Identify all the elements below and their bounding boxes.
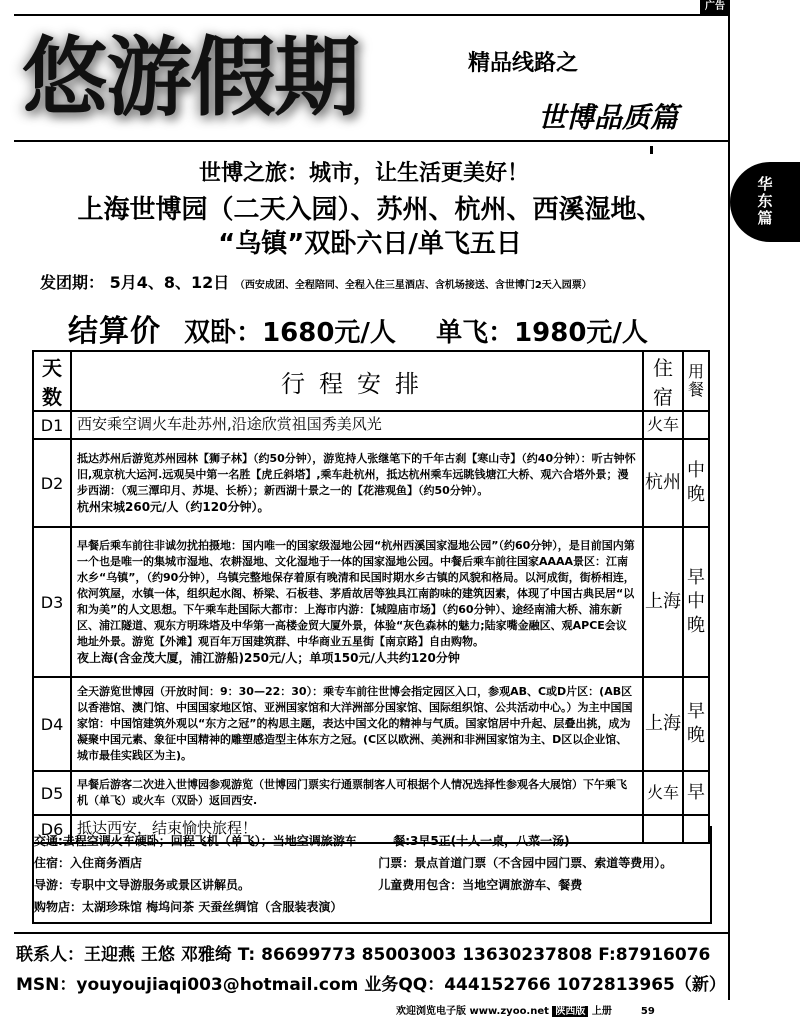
departure-note: （西安成团、全程陪同、全程入住三星酒店、含机场接送、含世博门2天入园票） <box>234 280 592 291</box>
itinerary-table <box>32 350 710 844</box>
slogan: 世博之旅：城市，让生活更美好！ <box>198 161 529 186</box>
header-meal: 用餐 <box>683 351 709 411</box>
info-shops-line <box>34 898 734 915</box>
table-row <box>33 527 709 677</box>
table-row <box>33 677 709 771</box>
info-guide: 导游：专职中文导游服务或景区讲解员。 <box>34 878 251 892</box>
series-subtitle: 世博品质篇 <box>538 101 679 134</box>
contact-line-2: MSN：youyoujiaqi003@hotmail.com 业务QQ：444152766 1072813965（新） <box>16 975 726 995</box>
table-row <box>33 771 709 815</box>
header-day: 天数 <box>33 351 71 411</box>
row-stay: 上海 <box>643 677 683 771</box>
departure-value: 5月4、8、12日 <box>109 273 230 292</box>
row-stay: 上海 <box>643 527 683 677</box>
series-title: 精品线路之 <box>468 51 579 76</box>
row-extra: 夜上海(含金茂大厦，浦江游船)250元/人；单项150元/人共约120分钟 <box>77 651 460 665</box>
region-tab-label: 华东篇 <box>757 175 773 227</box>
row-stay: 火车 <box>643 411 683 439</box>
row-meal: 中晚 <box>683 439 709 527</box>
row-desc <box>71 771 643 815</box>
row-desc <box>71 411 643 439</box>
row-desc-text: 早餐后乘车前往非诚勿扰拍摄地：国内唯一的国家级湿地公园“杭州西溪国家湿地公园”（约60分钟），是目前国内第一个也是唯一的集城市湿地、农耕湿地、文化湿地于一体的国家湿地公园。中餐后乘车前往国家AAAA景区：江南水乡“乌镇”，（约90分钟），乌镇完整地保存着原有晚清和民国时期水乡古镇的风貌和格局。以河成街，街桥相连，依河筑屋，水镇一体，组织起水阁、桥梁、石板巷、茅盾故居等独具江南韵味的建筑因素，体现了中国古典民居“以和为美”的人文思想。下午乘车赴国际大都市：上海市内游：【城隍庙市场】（约60分钟）、途经南浦大桥、浦东新区、浦江隧道、观东方明珠塔及中华第一高楼金贸大厦外景，体验“灰色森林的魅力;陆家嘴金融区、观APCE会议地址外景。游览【外滩】观百年万国建筑群、中华商业五星街【南京路】自由购物。 <box>77 539 635 648</box>
row-desc <box>71 677 643 771</box>
info-tickets: 门票：景点首道门票（不含园中园门票、索道等费用）。 <box>378 856 673 870</box>
info-lodging: 住宿：入住商务酒店 <box>34 856 143 870</box>
contact-line-1: 联系人：王迎燕 王悠 邓雅绮 T: 86699773 85003003 13630237808 F:87916076 <box>16 945 711 965</box>
top-rule <box>14 14 728 16</box>
header-rule <box>14 140 728 142</box>
info-shops: 购物店：太湖珍珠馆 梅坞问茶 天蚕丝绸馆（含服装表演） <box>34 900 343 914</box>
info-children: 儿童费用包含：当地空调旅游车、餐费 <box>378 878 583 892</box>
right-border <box>728 0 730 1000</box>
price-line <box>68 306 648 350</box>
info-guide-line <box>34 876 734 893</box>
row-day: D4 <box>33 677 71 771</box>
row-day: D6 <box>33 815 71 843</box>
info-transport-line <box>34 832 734 849</box>
footer-page: 59 <box>640 1006 655 1017</box>
row-day: D5 <box>33 771 71 815</box>
price-double-sleeper: 双卧：1680元/人 <box>184 318 396 348</box>
row-desc-text: 西安乘空调火车赴苏州,沿途欣赏祖国秀美风光 <box>77 415 382 433</box>
ad-tag: 广告 <box>700 0 730 14</box>
row-desc <box>71 439 643 527</box>
table-row <box>33 439 709 527</box>
info-meals: 餐:3早5正(十人一桌，八菜一汤) <box>393 834 570 848</box>
row-meal: 早晚 <box>683 677 709 771</box>
header-schedule: 行程安排 <box>71 351 643 411</box>
row-desc-text: 抵达苏州后游览苏州园林【狮子林】（约50分钟），游览持人张继笔下的千年古刹【寒山寺】（约40分钟）：听古钟怀旧,观京杭大运河.远观吴中第一名胜【虎丘斜塔】,乘车赴杭州，抵达杭州乘车远眺钱塘江大桥、观六合塔外景；漫步西湖：（观三潭印月、苏堤、长桥）；新西湖十景之一的【花港观鱼】（约50分钟）。 <box>77 452 636 497</box>
row-meal: 早 <box>683 771 709 815</box>
row-stay: 火车 <box>643 771 683 815</box>
info-transport: 交通:去程空调火车硬卧；回程飞机（单飞）；当地空调旅游车 <box>34 834 357 848</box>
footer-volume: 上册 <box>591 1006 612 1017</box>
row-desc-text: 全天游览世博园（开放时间：9：30—22：30）：乘专车前往世博会指定园区入口，参观AB、C或D片区：(AB区以香港馆、澳门馆、中国国家地区馆、亚洲国家馆和大洋洲部分国家馆、国际组织馆、公共活动中心。）为主中国国家馆：中国馆建筑外观以“东方之冠”的构思主题，表达中国文化的精神与气质。国家馆居中升起、层叠出挑，成为凝聚中国元素、象征中国精神的雕塑感造型主体东方之冠。(C区以欧洲、美洲和非洲国家馆为主、D区以企业馆、城市最佳实践区为主)。 <box>77 685 633 762</box>
row-extra: 杭州宋城260元/人（约120分钟）。 <box>77 500 270 514</box>
row-stay: 杭州 <box>643 439 683 527</box>
departure-label: 发团期： <box>40 273 105 292</box>
footer-edition: 陕西版 <box>552 1006 588 1017</box>
route-line-1: 上海世博园（二天入园）、苏州、杭州、西溪湿地、 <box>77 195 663 225</box>
row-desc <box>71 527 643 677</box>
contact-rule <box>14 932 728 934</box>
row-day: D2 <box>33 439 71 527</box>
price-single-flight: 单飞：1980元/人 <box>436 318 648 348</box>
row-meal <box>683 411 709 439</box>
footer <box>396 1002 655 1017</box>
info-lodging-line <box>34 854 734 871</box>
row-day: D1 <box>33 411 71 439</box>
footer-site: 欢迎浏览电子版 www.zyoo.net <box>396 1006 549 1017</box>
header-tick <box>650 146 653 154</box>
price-label: 结算价 <box>68 314 161 349</box>
row-desc-text: 早餐后游客二次进入世博园参观游览（世博园门票实行通票制客人可根据个人情况选择性参观各大展馆）下午乘飞机（单飞）或火车（双卧）返回西安. <box>77 778 627 807</box>
table-header-row <box>33 351 709 411</box>
row-day: D3 <box>33 527 71 677</box>
route-title <box>20 193 720 261</box>
header-stay: 住宿 <box>643 351 683 411</box>
departure-dates <box>40 270 592 293</box>
row-meal: 早中晚 <box>683 527 709 677</box>
brand-logo: 悠游假期 <box>22 27 358 128</box>
region-tab <box>730 162 800 242</box>
row-desc-text: 抵达西安，结束愉快旅程！ <box>77 819 258 837</box>
route-line-2: “乌镇”双卧六日/单飞五日 <box>218 229 522 259</box>
table-row <box>33 411 709 439</box>
